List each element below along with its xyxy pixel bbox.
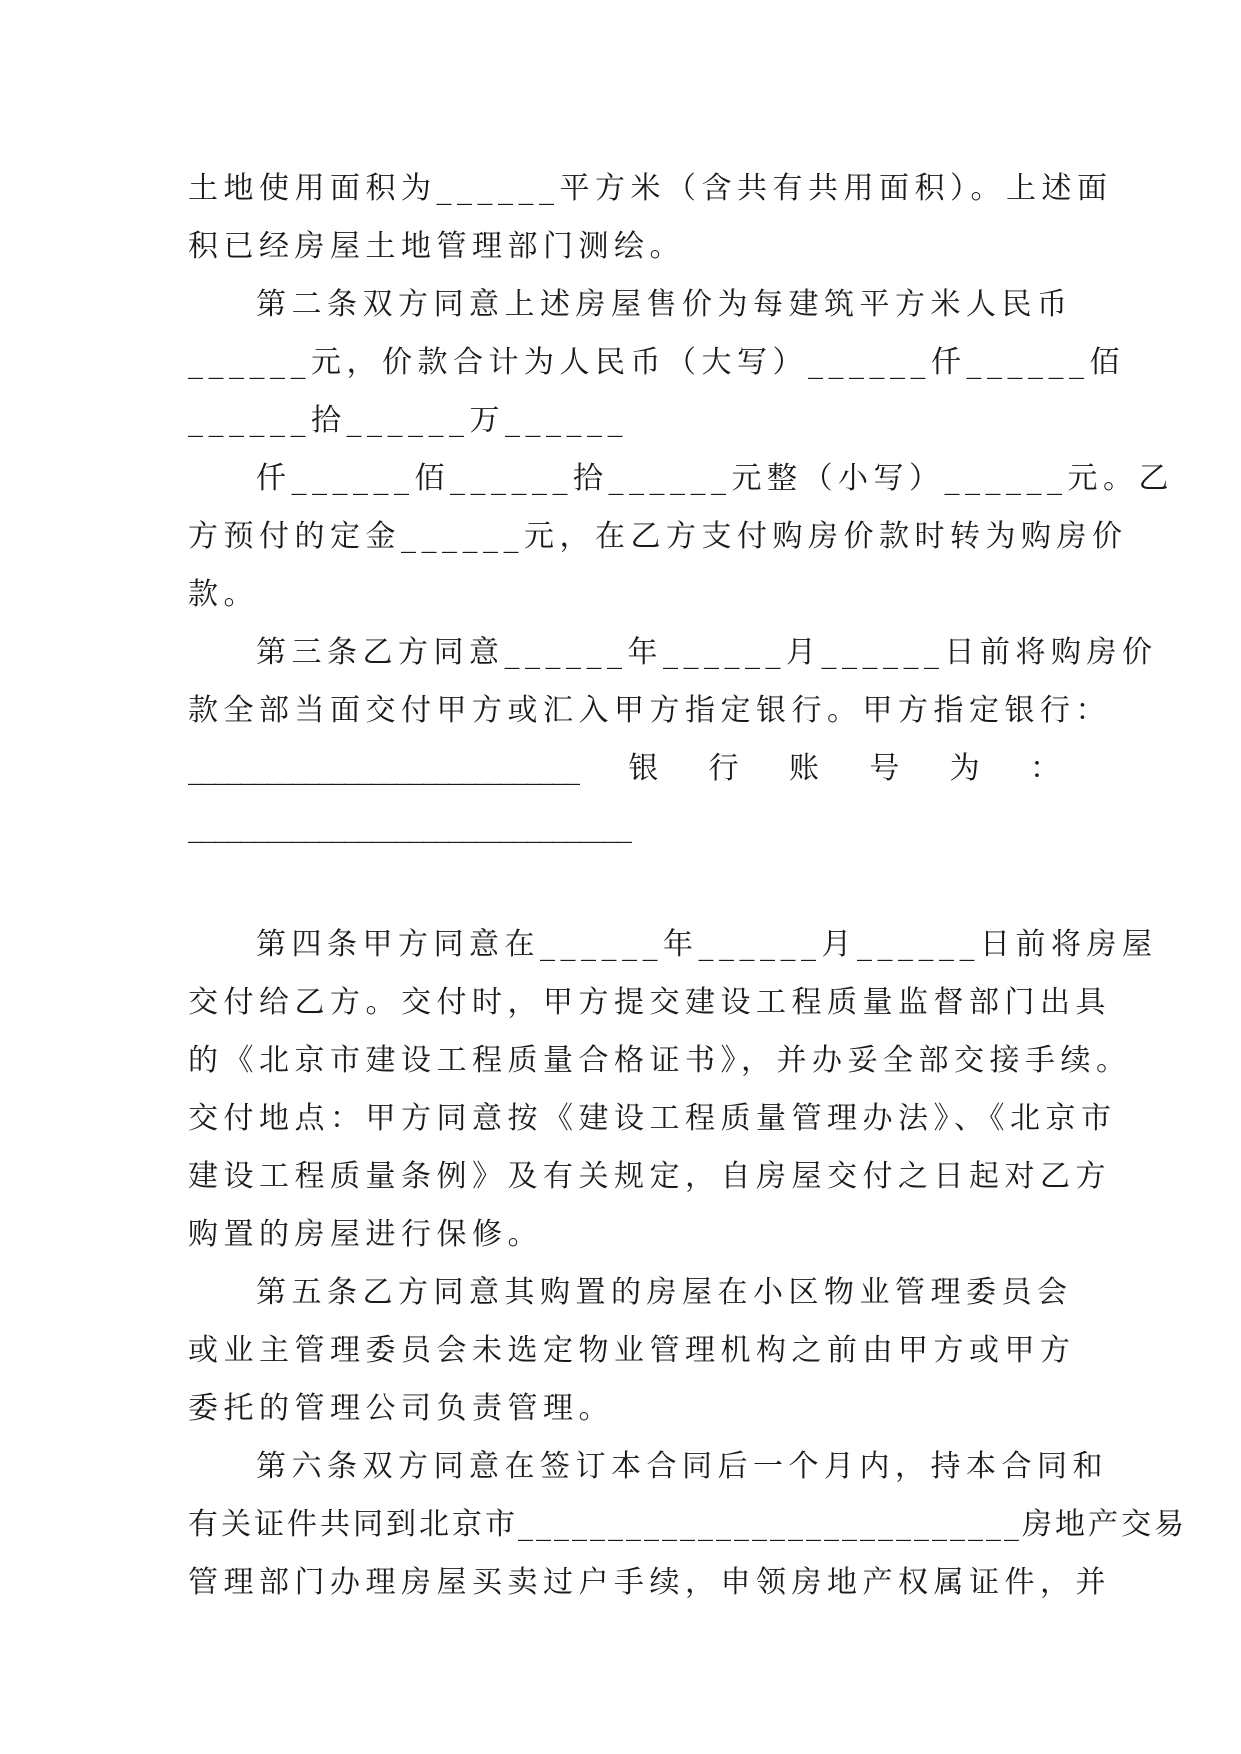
char: 号 [869,751,900,786]
text-line: 交付给乙方。交付时，甲方提交建设工程质量监督部门出具 [188,985,1111,1020]
text-line: 积已经房屋土地管理部门测绘。 [188,229,685,264]
document-page [188,160,1187,1612]
text-line: 款全部当面交付甲方或汇入甲方指定银行。甲方指定银行： [188,693,1111,728]
text-line: ______元，价款合计为人民币（大写）______仟______佰 [188,345,1125,380]
article-2-heading: 第二条双方同意上述房屋售价为每建筑平方米人民币 [256,287,1073,322]
account-number-blank: __________________________________ [188,809,630,844]
char: 账 [788,751,819,786]
text-line: 土地使用面积为______平方米（含共有共用面积）。上述面 [188,171,1113,206]
article-3-heading: 第三条乙方同意______年______月______日前将购房价 [256,635,1158,670]
text-line: ______拾______万______ [188,403,628,438]
spacer [188,856,1060,916]
char: ： [1029,751,1060,786]
article-6-heading: 第六条双方同意在签订本合同后一个月内，持本合同和 [256,1449,1108,1484]
text-line: 的《北京市建设工程质量合格证书》，并办妥全部交接手续。 [188,1043,1132,1078]
text-line: 管理部门办理房屋买卖过户手续，申领房地产权属证件，并 [188,1565,1111,1600]
char: 为 [949,751,980,786]
text-line: 建设工程质量条例》及有关规定，自房屋交付之日起对乙方 [188,1159,1111,1194]
char: 行 [708,751,739,786]
text-line: 委托的管理公司负责管理。 [188,1391,614,1426]
text-line: 方预付的定金______元，在乙方支付购房价款时转为购房价 [188,519,1128,554]
text-line: 款。 [188,577,259,612]
text-line: 交付地点：甲方同意按《建设工程质量管理办法》、《北京市 [188,1101,1117,1136]
text-line: 购置的房屋进行保修。 [188,1217,543,1252]
text-line: 有关证件共同到北京市____________________________房地产交易 [188,1507,1187,1542]
bank-account-line [188,740,1060,798]
char: 银 [628,751,659,786]
bank-name-blank: ______________________________ [188,751,578,786]
text-line: 仟______佰______拾______元整（小写）______元。乙 [256,461,1174,496]
article-5-heading: 第五条乙方同意其购置的房屋在小区物业管理委员会 [256,1275,1073,1310]
text-line: 或业主管理委员会未选定物业管理机构之前由甲方或甲方 [188,1333,1076,1368]
article-4-heading: 第四条甲方同意在______年______月______日前将房屋 [256,927,1158,962]
